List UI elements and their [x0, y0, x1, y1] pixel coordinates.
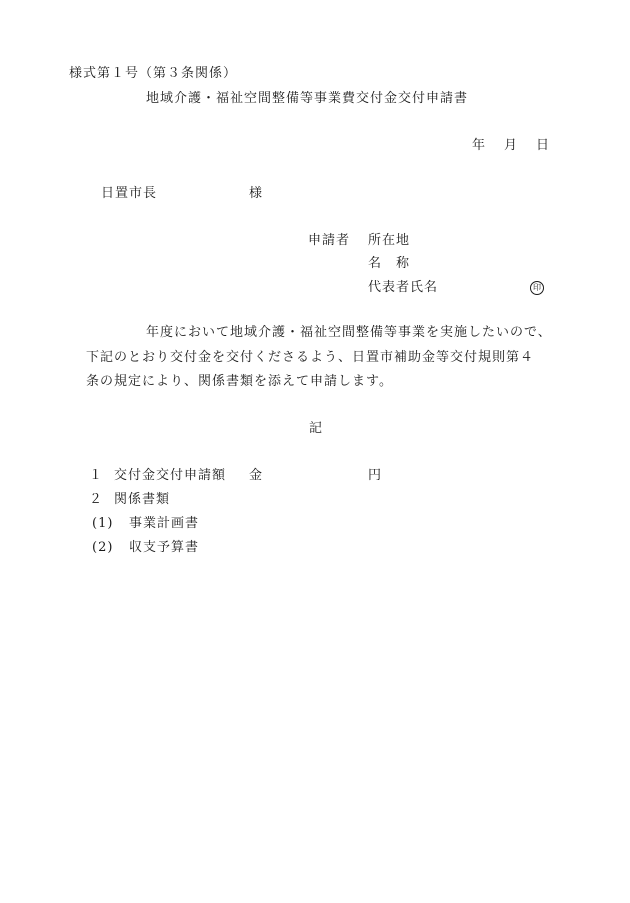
date-line — [472, 138, 550, 154]
form-number: 様式第１号（第３条関係） — [69, 66, 238, 81]
item-2-number: ２ — [89, 492, 104, 507]
sub-item-1-label: 事業計画書 — [129, 516, 200, 531]
applicant-address-label: 所在地 — [368, 233, 411, 248]
date-year: 年 — [472, 138, 487, 153]
applicant-name-label: 名 称 — [368, 256, 411, 271]
addressee-name: 日置市長 — [101, 186, 158, 201]
date-month: 月 — [504, 138, 519, 153]
body-line-3: 条の規定により、関係書類を添えて申請します。 — [86, 374, 393, 389]
addressee-honorific: 様 — [249, 186, 264, 201]
item-1-number: １ — [89, 468, 104, 483]
document-title: 地域介護・福祉空間整備等事業費交付金交付申請書 — [146, 91, 469, 106]
body-line-2: 下記のとおり交付金を交付くださるよう、日置市補助金等交付規則第４ — [86, 350, 535, 365]
seal-icon: 印 — [530, 281, 544, 295]
body-line-1: 年度において地域介護・福祉空間整備等事業を実施したいので、 — [146, 325, 552, 340]
addressee-line — [101, 186, 157, 202]
sub-item-2-number: (2) — [92, 540, 114, 555]
applicant-label: 申請者 — [308, 233, 351, 248]
item-1-label: 交付金交付申請額 — [114, 468, 227, 483]
seal-mark — [530, 280, 544, 296]
date-day: 日 — [536, 138, 551, 153]
ki-heading: 記 — [309, 421, 324, 436]
applicant-representative-label: 代表者氏名 — [368, 280, 439, 295]
item-1-yen: 円 — [368, 468, 383, 483]
item-1-kin: 金 — [249, 468, 264, 483]
sub-item-2-label: 収支予算書 — [129, 540, 200, 555]
item-1 — [89, 468, 103, 484]
item-2-label: 関係書類 — [114, 492, 171, 507]
sub-item-1-number: (1) — [92, 516, 114, 531]
